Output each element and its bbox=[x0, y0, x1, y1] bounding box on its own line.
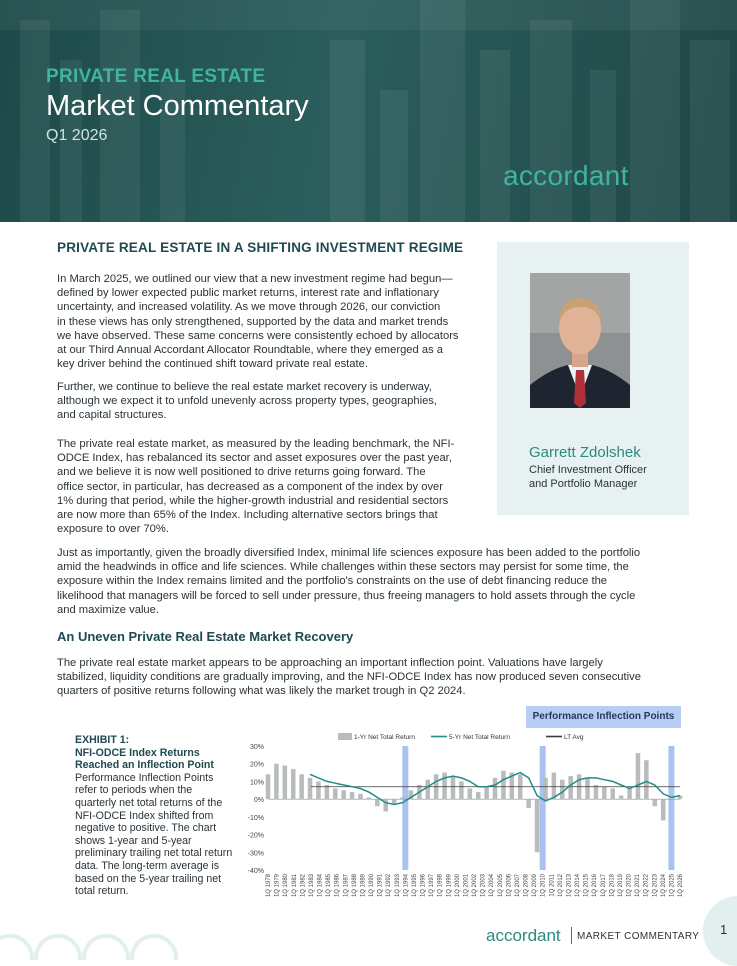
y-tick-label: -10% bbox=[247, 814, 264, 822]
x-tick-label: 1Q 1989 bbox=[360, 874, 367, 898]
bar-1yr bbox=[400, 797, 405, 799]
paragraph-line: exposure within the Index remains limited and the portfolio's constraints on the use of debt financing reduce the bbox=[57, 575, 608, 588]
paragraph-line: stabilized, liquidity conditions are gradually improving, and the NFI-ODCE Index has now produced seven consecutive bbox=[57, 671, 641, 684]
bar-1yr bbox=[299, 774, 304, 799]
bar-1yr bbox=[350, 792, 355, 799]
y-tick-label: -40% bbox=[247, 868, 264, 875]
author-role-2: and Portfolio Manager bbox=[529, 478, 638, 490]
bar-1yr bbox=[636, 753, 641, 799]
x-tick-label: 1Q 2017 bbox=[600, 874, 607, 898]
paragraph-line: office sector, in particular, has decreased as a component of the index by over bbox=[57, 480, 443, 493]
x-tick-label: 1Q 1995 bbox=[411, 874, 418, 898]
bar-1yr bbox=[627, 789, 632, 800]
author-card bbox=[497, 242, 689, 515]
bar-1yr bbox=[451, 776, 456, 799]
paragraph-4 bbox=[57, 546, 640, 617]
author-name: Garrett Zdolshek bbox=[529, 444, 641, 461]
x-tick-label: 1Q 1997 bbox=[429, 874, 436, 898]
x-tick-label: 1Q 2022 bbox=[643, 874, 650, 898]
x-tick-label: 1Q 1987 bbox=[343, 874, 350, 898]
paragraph-line: and we believe it is now well positioned to drive returns going forward. The bbox=[57, 466, 426, 479]
legend-label: LT Avg bbox=[564, 734, 584, 741]
x-tick-label: 1Q 2021 bbox=[635, 874, 642, 898]
x-tick-label: 1Q 1984 bbox=[317, 874, 324, 898]
author-role: Chief Investment Officer bbox=[529, 464, 647, 476]
y-tick-label: 20% bbox=[249, 761, 264, 769]
x-tick-label: 1Q 1980 bbox=[283, 874, 290, 898]
paragraph-line: exposure to over 70%. bbox=[57, 523, 169, 536]
bar-1yr bbox=[367, 797, 372, 799]
paragraph-line: key driver behind the continued shift toward private real estate. bbox=[57, 358, 368, 371]
x-tick-label: 1Q 2007 bbox=[514, 874, 521, 898]
paragraph-line: defined by lower expected public market returns, interest rate and inflationary bbox=[57, 287, 439, 300]
bar-1yr bbox=[291, 769, 296, 799]
bar-1yr bbox=[308, 778, 313, 799]
bar-1yr bbox=[442, 773, 447, 800]
paragraph-line: and maximize value. bbox=[57, 603, 159, 616]
paragraph-line: likelihood that managers will be forced to sell under pressure, thus freeing managers to hold assets through the cycle bbox=[57, 589, 636, 602]
x-tick-label: 1Q 2016 bbox=[592, 874, 599, 898]
x-tick-label: 1Q 2024 bbox=[660, 874, 667, 898]
author-photo bbox=[530, 273, 630, 408]
x-tick-label: 1Q 1990 bbox=[369, 874, 375, 898]
bar-1yr bbox=[425, 780, 430, 799]
bar-1yr bbox=[459, 781, 464, 799]
hero-banner bbox=[0, 0, 737, 222]
bar-1yr bbox=[543, 778, 548, 799]
exhibit-description: Performance Inflection Points refer to periods when the quarterly net total returns of the NFI-ODCE Index shifted from negative to positive. The chart shows 1-year and 5-year preliminary trailing net total return data. The long-term average is based on the 5-year trailing net total return. bbox=[75, 771, 233, 898]
x-tick-label: 1Q 1999 bbox=[446, 874, 453, 898]
bar-1yr bbox=[552, 773, 557, 800]
inflection-band bbox=[540, 746, 546, 870]
footer-label: MARKET COMMENTARY bbox=[577, 931, 700, 942]
paragraph-line: 1% during that period, while the higher-growth industrial and residential sectors bbox=[57, 494, 449, 507]
bar-1yr bbox=[316, 781, 321, 799]
x-tick-label: 1Q 2012 bbox=[557, 874, 564, 898]
y-tick-label: 0% bbox=[253, 797, 264, 805]
paragraph-line: The private real estate market appears to be approaching an important inflection point. Valuations have largely bbox=[57, 657, 603, 669]
bar-1yr bbox=[661, 799, 666, 820]
bar-1yr bbox=[493, 778, 498, 799]
exhibit-caption bbox=[75, 734, 235, 898]
paragraph-line: in these views has only strengthened, supported by the data and market trends bbox=[57, 315, 449, 328]
x-tick-label: 1Q 2013 bbox=[566, 874, 573, 898]
y-tick-label: -20% bbox=[247, 832, 264, 840]
paragraph-line: quarters of positive returns following what was likely the market trough in Q2 2024. bbox=[57, 685, 466, 698]
x-tick-label: 1Q 2005 bbox=[497, 874, 504, 898]
bar-1yr bbox=[333, 789, 338, 800]
bar-1yr bbox=[535, 799, 540, 852]
bar-1yr bbox=[358, 794, 363, 799]
x-tick-label: 1Q 1991 bbox=[377, 874, 384, 898]
decorative-circles bbox=[0, 920, 200, 960]
y-tick-label: 10% bbox=[249, 779, 264, 787]
page-title: Market Commentary bbox=[46, 90, 309, 122]
x-tick-label: 1Q 2008 bbox=[523, 874, 530, 898]
x-tick-label: 1Q 1978 bbox=[266, 874, 272, 898]
bar-1yr bbox=[501, 771, 506, 799]
paragraph-line: we have observed. These same concerns were consistently echoed by allocators bbox=[57, 329, 459, 342]
section-heading-2: An Uneven Private Real Estate Market Recovery bbox=[57, 629, 354, 644]
bar-1yr bbox=[468, 789, 473, 800]
x-tick-label: 1Q 2001 bbox=[463, 874, 470, 898]
header-kicker: PRIVATE REAL ESTATE bbox=[46, 66, 266, 87]
bar-1yr bbox=[266, 774, 271, 799]
exhibit-title: NFI-ODCE Index Returns bbox=[75, 746, 200, 759]
x-tick-label: 1Q 1986 bbox=[334, 874, 341, 898]
bar-1yr bbox=[644, 760, 649, 799]
paragraph-line: Just as importantly, given the broadly diversified Index, minimal life sciences exposure has been added to the portfolio bbox=[57, 547, 641, 559]
x-tick-label: 1Q 1994 bbox=[403, 874, 410, 898]
paragraph-line: at our Third Annual Accordant Allocator Roundtable, where they emerged as a bbox=[57, 344, 443, 357]
x-tick-label: 1Q 1988 bbox=[351, 874, 358, 898]
x-tick-label: 1Q 2009 bbox=[532, 874, 539, 898]
x-tick-label: 1Q 2023 bbox=[652, 874, 659, 898]
x-tick-label: 1Q 2014 bbox=[575, 874, 581, 898]
inflection-badge: Performance Inflection Points bbox=[526, 706, 681, 728]
x-tick-label: 1Q 1993 bbox=[394, 874, 401, 898]
x-tick-label: 1Q 1982 bbox=[300, 874, 307, 898]
page-subtitle: Q1 2026 bbox=[46, 127, 108, 144]
paragraph-5 bbox=[57, 656, 641, 699]
x-tick-label: 1Q 2002 bbox=[472, 874, 478, 898]
inflection-band bbox=[402, 746, 408, 870]
x-tick-label: 1Q 1985 bbox=[326, 874, 333, 898]
bar-1yr bbox=[274, 764, 279, 799]
y-tick-label: 30% bbox=[249, 744, 264, 751]
x-tick-label: 1Q 2010 bbox=[540, 874, 547, 898]
paragraph-line: are now more than 65% of the Index. Including alternative sectors brings that bbox=[57, 509, 438, 522]
paragraph-line: Further, we continue to believe the real estate market recovery is underway, bbox=[57, 381, 432, 393]
x-tick-label: 1Q 2019 bbox=[617, 874, 624, 898]
bar-1yr bbox=[653, 799, 658, 806]
bar-1yr bbox=[341, 790, 346, 799]
legend-swatch bbox=[338, 733, 352, 740]
returns-chart bbox=[236, 730, 686, 912]
bar-1yr bbox=[476, 792, 481, 799]
paragraph-line: uncertainty, and increased volatility. As we move through 2026, our conviction bbox=[57, 301, 441, 314]
paragraph-line: In March 2025, we outlined our view that a new investment regime had begun— bbox=[57, 273, 453, 285]
x-tick-label: 1Q 2020 bbox=[626, 874, 633, 898]
paragraph-line: although we expect it to unfold unevenly across property types, geographies, bbox=[57, 395, 437, 408]
x-tick-label: 1Q 2000 bbox=[454, 874, 461, 898]
bar-1yr bbox=[619, 796, 624, 800]
x-tick-label: 1Q 2018 bbox=[609, 874, 616, 898]
accordant-logo: accordant bbox=[503, 160, 629, 191]
legend-label: 1-Yr Net Total Return bbox=[354, 734, 415, 741]
bar-1yr bbox=[585, 778, 590, 799]
exhibit-label: EXHIBIT 1: bbox=[75, 734, 130, 746]
x-tick-label: 1Q 1979 bbox=[274, 874, 281, 898]
bar-1yr bbox=[560, 780, 565, 799]
bar-1yr bbox=[602, 787, 607, 799]
legend-label: 5-Yr Net Total Return bbox=[449, 734, 510, 741]
returns-chart-svg bbox=[236, 730, 686, 912]
bar-1yr bbox=[283, 765, 288, 799]
x-tick-label: 1Q 2006 bbox=[506, 874, 513, 898]
section-heading: PRIVATE REAL ESTATE IN A SHIFTING INVESTMENT REGIME bbox=[57, 240, 464, 255]
y-tick-label: -30% bbox=[247, 850, 264, 858]
x-tick-label: 1Q 2004 bbox=[489, 874, 496, 898]
x-tick-label: 1Q 2003 bbox=[480, 874, 487, 898]
bar-1yr bbox=[484, 787, 489, 799]
x-tick-label: 1Q 1998 bbox=[437, 874, 444, 898]
bar-1yr bbox=[610, 789, 615, 800]
exhibit-title-2: Reached an Inflection Point bbox=[75, 759, 214, 772]
footer-divider bbox=[571, 927, 572, 944]
x-tick-label: 1Q 1992 bbox=[386, 874, 393, 898]
paragraph-line: and capital structures. bbox=[57, 409, 167, 422]
bar-1yr bbox=[375, 799, 380, 806]
x-tick-label: 1Q 2026 bbox=[678, 874, 684, 898]
inflection-band bbox=[668, 746, 674, 870]
x-tick-label: 1Q 1983 bbox=[308, 874, 315, 898]
x-tick-label: 1Q 2015 bbox=[583, 874, 590, 898]
paragraph-1 bbox=[57, 272, 459, 371]
x-tick-label: 1Q 2011 bbox=[549, 874, 556, 897]
footer-logo: accordant bbox=[486, 926, 561, 945]
paragraph-line: amid the headwinds in office and life sciences. While challenges within these sectors may persist for some time, the bbox=[57, 561, 629, 574]
bar-1yr bbox=[568, 776, 573, 799]
paragraph-line: ODCE Index, has rebalanced its sector and asset exposures over the past year, bbox=[57, 452, 452, 465]
paragraph-3 bbox=[57, 437, 454, 536]
x-tick-label: 1Q 2025 bbox=[669, 874, 676, 898]
paragraph-2 bbox=[57, 380, 437, 423]
paragraph-line: The private real estate market, as measured by the leading benchmark, the NFI- bbox=[57, 438, 455, 450]
x-tick-label: 1Q 1996 bbox=[420, 874, 427, 898]
page-number: 1 bbox=[720, 922, 728, 937]
bar-1yr bbox=[526, 799, 531, 808]
x-tick-label: 1Q 1981 bbox=[291, 874, 298, 898]
